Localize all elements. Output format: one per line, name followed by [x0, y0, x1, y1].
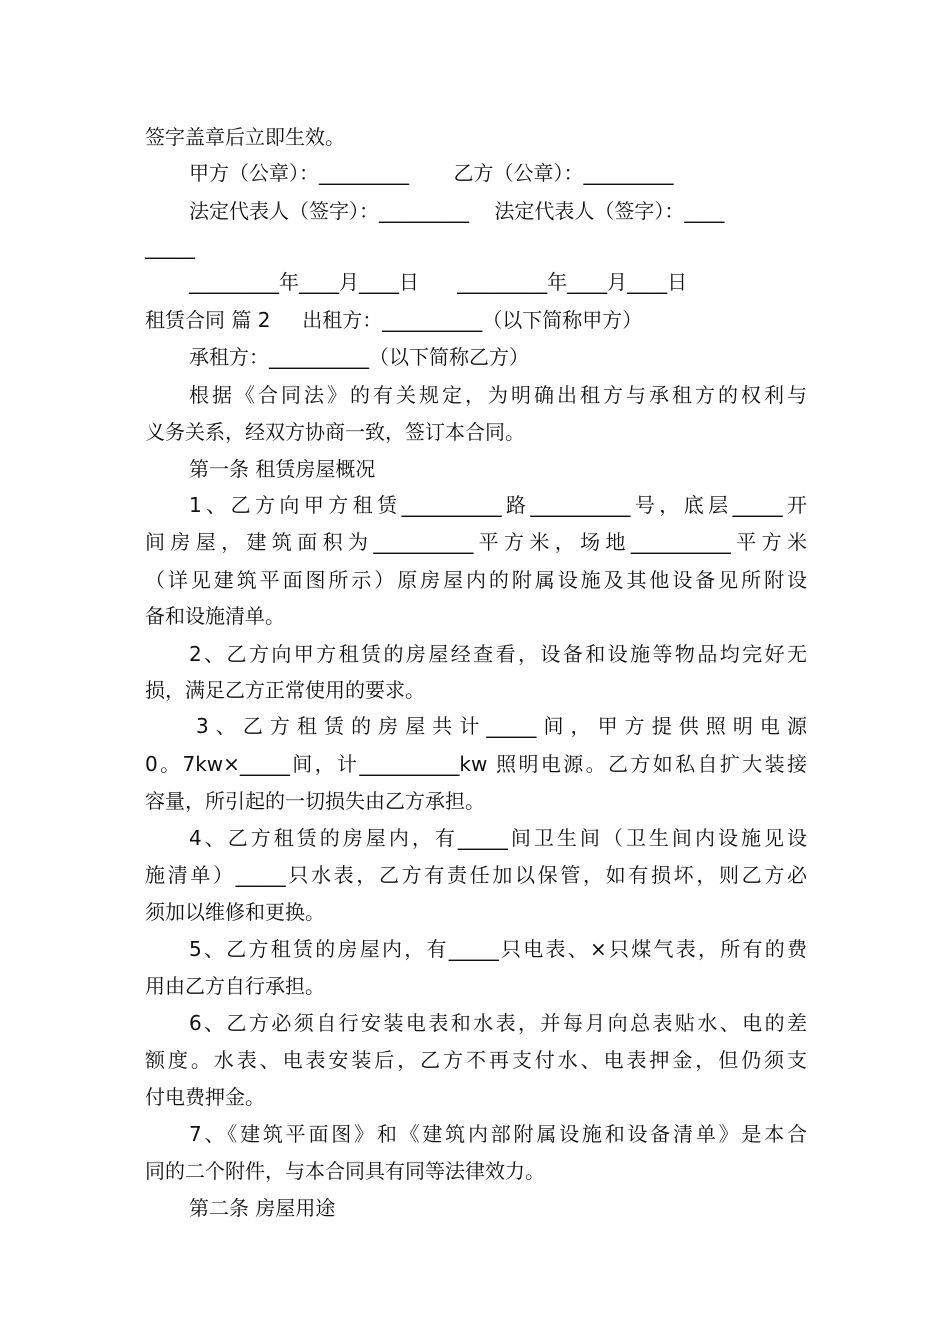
text-line: 额度。水表、电表安装后，乙方不再支付水、电表押金，但仍须支	[145, 1048, 807, 1072]
text-line: 义务关系，经双方协商一致，签订本合同。	[145, 420, 525, 444]
text-line: 承租方：__________（以下简称乙方）	[189, 345, 529, 369]
text-line: 6、乙方必须自行安装电表和水表，并每月向总表贴水、电的差	[189, 1011, 807, 1035]
text-line: （详见建筑平面图所示）原房屋内的附属设施及其他设备见所附设	[145, 568, 807, 592]
text-line: 4、乙方租赁的房屋内，有_____间卫生间（卫生间内设施见设	[189, 826, 807, 850]
text-line: 付电费押金。	[145, 1085, 265, 1109]
text-line: 同的二个附件，与本合同具有同等法律效力。	[145, 1159, 545, 1183]
text-line: 根据《合同法》的有关规定，为明确出租方与承租方的权利与	[189, 383, 807, 407]
text-line: 3、乙方租赁的房屋共计_____间，甲方提供照明电源	[196, 714, 807, 738]
text-line: 损，满足乙方正常使用的要求。	[145, 678, 425, 702]
text-line: 施清单）_____只水表，乙方有责任加以保管，如有损坏，则乙方必	[145, 863, 807, 887]
text-line: 法定代表人（签字）：_________ 法定代表人（签字）：____	[189, 199, 725, 223]
text-line: 须加以维修和更换。	[145, 900, 325, 924]
section-heading: 第一条 租赁房屋概况	[189, 457, 376, 481]
section-heading: 第二条 房屋用途	[189, 1196, 336, 1220]
text-line: _____	[145, 235, 195, 259]
text-line: 7、《建筑平面图》和《建筑内部附属设施和设备清单》是本合	[189, 1122, 807, 1146]
text-line: 5、乙方租赁的房屋内，有_____只电表、×只煤气表，所有的费	[189, 937, 807, 961]
text-line: 备和设施清单。	[145, 604, 285, 628]
text-line: 1、乙方向甲方租赁__________路__________号，底层_____开	[189, 493, 807, 517]
text-line: 容量，所引起的一切损失由乙方承担。	[145, 789, 485, 813]
text-line: 签字盖章后立即生效。	[145, 125, 345, 149]
text-line: 2、乙方向甲方租赁的房屋经查看，设备和设施等物品均完好无	[189, 642, 807, 666]
text-line: 间房屋，建筑面积为__________平方米，场地__________平方米	[145, 530, 807, 554]
text-line: 0。7kw×_____间，计__________kw 照明电源。乙方如私自扩大装接	[145, 752, 807, 776]
text-line: 租赁合同 篇 2 出租方：__________（以下简称甲方）	[145, 308, 643, 332]
text-line: 用由乙方自行承担。	[145, 974, 325, 998]
text-line: _________年____月____日 _________年____月____日	[189, 270, 688, 294]
text-line: 甲方（公章）：_________ 乙方（公章）：_________	[189, 161, 674, 185]
